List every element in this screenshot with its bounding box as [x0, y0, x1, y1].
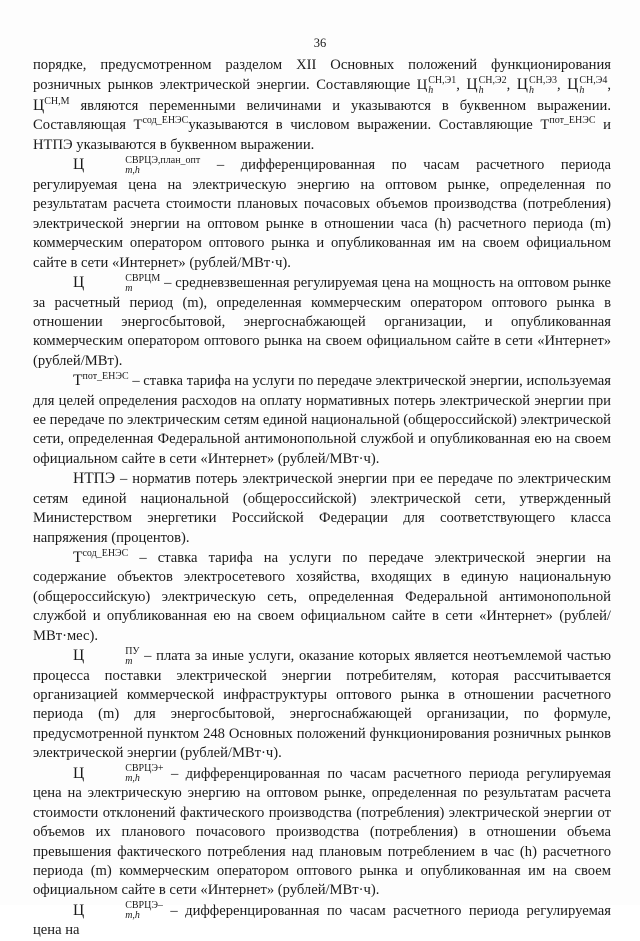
- intro-text-1: порядке, предусмотренном разделом XII Основных положений функционирования розничных рынков электрической энергии. Составляющие Ц: [33, 57, 611, 94]
- definition-paragraph-1: Ц СВРЦЭ,план_опт m,h – дифференцированная по часам расчетного периода регулируемая цена на электрическую энергию на оптовом рынке, определенная по результатам расчета стоимости плановых почасовых объемов производства (потребления) электрической энергии на оптовом рынке в отношении часа (h) расчетного периода (m) коммерческим оператором оптового рынка и опубликованная им на своем официальном сайте в сети «Интернет» (рублей/МВт·ч).: [33, 154, 611, 271]
- page-number: 36: [313, 36, 327, 50]
- definition-paragraph-8: Ц СВРЦЭ– m,h – дифференцированная по часам расчетного периода регулируемая цена на: [33, 900, 611, 939]
- intro-text-3: указываются в числовом выражении. Составляющие Т: [188, 117, 550, 134]
- intro-text-2: являются переменными величинами и указываются в буквенном выражении. Составляющая Т: [33, 98, 611, 134]
- intro-paragraph: порядке, предусмотренном разделом XII Основных положений функционирования розничных рынков электрической энергии. Составляющие Ц СН,Э1 h , Ц СН,Э2 h , Ц СН,Э3 h , Ц СН,Э4 h , $Ц^{СН,М}$ являются переменными величинами и указываются в буквенном выражении. Составляющая $Т^{сод\_ЕНЭС}указываются$ в числовом выражении. Составляющие $Т^{пот\_ЕНЭС}$ и НТПЭ указываются в буквенном выражении.: [33, 57, 611, 153]
- definition-paragraph-5: $Т^{сод\_ЕНЭС}$ – ставка тарифа на услуги по передаче электрической энергии на содержание объектов электросетевого хозяйства, входящих в единую национальную (общероссийскую) электрическую сеть, определенная Федеральной антимонопольной службой и опубликованная ею на своем официальном сайте в сети «Интернет» (рублей/МВт·мес).: [33, 547, 611, 644]
- intro-text-4: и НТПЭ указываются в буквенном выражении.: [33, 117, 611, 153]
- definition-paragraph-2: Ц СВРЦМ m – средневзвешенная регулируемая цена на мощность на оптовом рынке за расчетный период (m), определенная коммерческим оператором оптового рынка в отношении энергосбытовой, энергоснабжающей организации, и опубликованная коммерческим оператором оптового рынка на своем официальном сайте в сети «Интернет» (рублей/МВт).: [33, 272, 611, 369]
- definition-paragraph-4: НТПЭ – норматив потерь электрической энергии при ее передаче по электрическим сетям единой национальной (общероссийской) электрической сети, утвержденный Министерством энергетики Российской Федерации для соответствующего класса напряжения (процентов).: [33, 470, 611, 546]
- definition-paragraph-6: Ц ПУ m – плата за иные услуги, оказание которых является неотъемлемой частью процесса поставки электрической энергии потребителям, которая рассчитывается организацией коммерческой инфраструктуры оптового рынка в отношении расчетного периода (m) для энергосбытовой, энергоснабжающей организации, по формуле, предусмотренной пунктом 248 Основных положений функционирования розничных рынков электрической энергии (рублей/МВт·ч).: [33, 645, 611, 762]
- definition-paragraph-7: Ц СВРЦЭ+ m,h – дифференцированная по часам расчетного периода регулируемая цена на электрическую энергию на оптовом рынке, определенная по результатам расчета стоимости отклонений фактического производства (потребления) электрической энергии от объемов их планового почасового производства (потребления) в отношении объема превышения фактического потребления над плановым потреблением в час (h) расчетного периода (m) коммерческим оператором оптового рынка и опубликованная им на своем официальном сайте в сети «Интернет» (рублей/МВт·ч).: [33, 763, 611, 899]
- definition-paragraph-3: $Т^{пот\_ЕНЭС}$ – ставка тарифа на услуги по передаче электрической энергии, используемая для целей определения расходов на оплату нормативных потерь электрической энергии при ее передаче по электрическим сетям единой национальной (общероссийской) электрической сети, определенная Федеральной антимонопольной службой и опубликованная ею на своем официальном сайте в сети «Интернет» (рублей/МВт·ч).: [33, 371, 611, 467]
- page-content: [33, 56, 611, 941]
